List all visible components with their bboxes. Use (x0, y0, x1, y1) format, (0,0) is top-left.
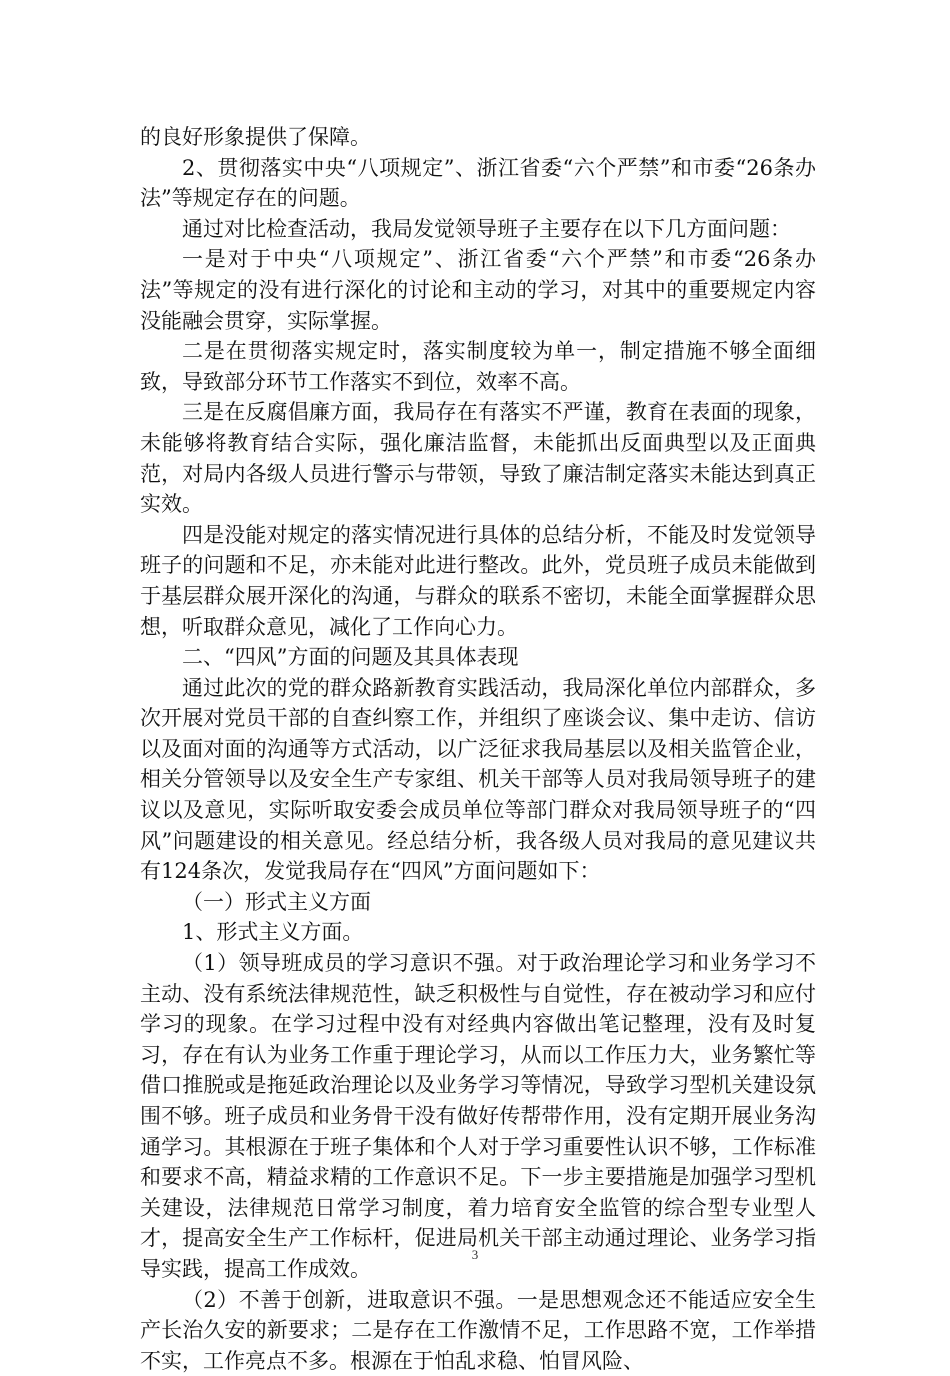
paragraph: （1）领导班成员的学习意识不强。对于政治理论学习和业务学习不主动、没有系统法律规范性，缺乏积极性与自觉性，存在被动学习和应付学习的现象。在学习过程中没有对经典内容做出笔记整理，没有及时复习，存在有认为业务工作重于理论学习，从而以工作压力大，业务繁忙等借口推脱或是拖延政治理论以及业务学习等情况，导致学习型机关建设氛围不够。班子成员和业务骨干没有做好传帮带作用，没有定期开展业务沟通学习。其根源在于班子集体和个人对于学习重要性认识不够，工作标准和要求不高，精益求精的工作意识不足。下一步主要措施是加强学习型机关建设，法律规范日常学习制度，着力培育安全监管的综合型专业型人才，提高安全生产工作标杆，促进局机关干部主动通过理论、业务学习指导实践，提高工作成效。 (140, 951, 816, 1281)
paragraph: （2）不善于创新，进取意识不强。一是思想观念还不能适应安全生产长治久安的新要求；二是存在工作激情不足，工作思路不宽，工作举措不实，工作亮点不多。根源在于怕乱求稳、怕冒风险、 (140, 1287, 816, 1373)
paragraph: 四是没能对规定的落实情况进行具体的总结分析，不能及时发觉领导班子的问题和不足，亦未能对此进行整改。此外，党员班子成员未能做到于基层群众展开深化的沟通，与群众的联系不密切，未能全面掌握群众思想，听取群众意见，减化了工作向心力。 (140, 522, 816, 639)
paragraph: 2、贯彻落实中央“八项规定”、浙江省委“六个严禁”和市委“26条办法”等规定存在的问题。 (140, 155, 816, 211)
page-number: 3 (471, 1247, 479, 1262)
section-heading: 二、“四风”方面的问题及其具体表现 (182, 645, 519, 670)
subsection-heading: （一）形式主义方面 (182, 889, 371, 914)
paragraph: 通过此次的党的群众路新教育实践活动，我局深化单位内部群众，多次开展对党员干部的自查纠察工作，并组织了座谈会议、集中走访、信访以及面对面的沟通等方式活动，以广泛征求我局基层以及相关监管企业，相关分管领导以及安全生产专家组、机关干部等人员对我局领导班子的建议以及意见，实际听取安委会成员单位等部门群众对我局领导班子的“四风”问题建设的相关意见。经总结分析，我各级人员对我局的意见建议共有124条次，发觉我局存在“四风”方面问题如下： (140, 675, 816, 884)
paragraph: 的良好形象提供了保障。 (140, 125, 371, 149)
paragraph: 一是对于中央“八项规定”、浙江省委“六个严禁”和市委“26条办法”等规定的没有进行深化的讨论和主动的学习，对其中的重要规定内容没能融会贯穿，实际掌握。 (140, 247, 816, 333)
paragraph: 二是在贯彻落实规定时，落实制度较为单一，制定措施不够全面细致，导致部分环节工作落实不到位，效率不高。 (140, 339, 816, 394)
paragraph: 三是在反腐倡廉方面，我局存在有落实不严谨，教育在表面的现象，未能够将教育结合实际，强化廉洁监督，未能抓出反面典型以及正面典范，对局内各级人员进行警示与带领，导致了廉洁制定落实未能达到真正实效。 (140, 400, 816, 517)
paragraph: 通过对比检查活动，我局发觉领导班子主要存在以下几方面问题： (182, 216, 791, 241)
document-body (140, 122, 816, 1376)
subsection-heading: 1、形式主义方面。 (182, 920, 364, 945)
